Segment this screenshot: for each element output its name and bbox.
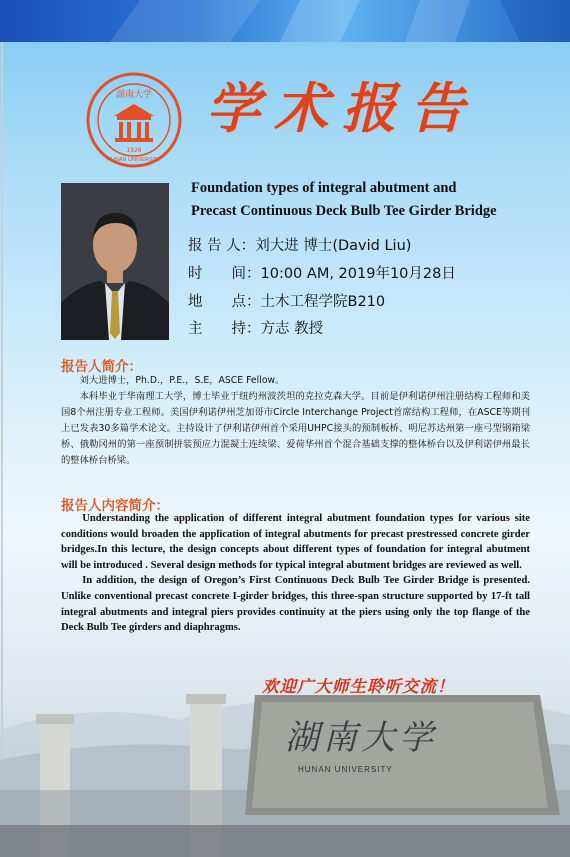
university-seal-logo <box>86 72 182 168</box>
abstract-paragraph-1: Understanding the application of different integral abutment foundation types for various site conditions would broaden the application of integral abutments for precast prestressed concrete girder bridges.In this lecture, the design concepts about different types of foundation for integral abutment will be introduced . Several design methods for typical integral abutment bridges are reviewed as well. <box>61 513 530 571</box>
bio-text <box>61 373 530 469</box>
welcome-slogan: 欢迎广大师生聆听交流！ <box>262 677 455 696</box>
place-info: 地 点：土木工程学院B210 <box>188 294 386 310</box>
speaker-portrait <box>61 183 169 340</box>
talk-title-line1: Foundation types of integral abutment and <box>191 180 457 196</box>
time-info: 时 间：10:00 AM, 2019年10月28日 <box>188 266 456 282</box>
bio-paragraph-1: 刘大进博士，Ph.D.，P.E.，S.E，ASCE Fellow。 <box>79 375 285 386</box>
abstract-paragraph-2: In addition, the design of Oregon’s First Continuous Deck Bulb Tee Girder Bridge is presented. Unlike conventional precast concrete I-girder bridges, this three-span structure supported by 17-ft tall integral abutments and integral piers provides continuity at the piers using only the top flange of the Deck Bulb Tee girders and diaphragms. <box>61 575 530 634</box>
seal-year: 1926 <box>126 147 142 154</box>
abstract-text <box>61 511 530 636</box>
speaker-photo <box>61 183 169 340</box>
bio-paragraph-2: 本科毕业于华南理工大学，博士毕业于纽约州波茨坦的克拉克森大学。目前是伊利诺伊州注册结构工程师和美国8个州注册专业工程师。美国伊利诺伊州芝加哥市Circle Interchange Project首席结构工程师，在ASCE等期刊上已发表30多篇学术论文。主持设计了伊利诺伊州首个采用UHPC接头的预制板桥、明尼苏达州第一座弓型钢箱梁桥、俄勒冈州的第一座预制拼装预应力混凝土连续梁、爱荷华州首个混合基础支撑的整体桥台以及伊利诺伊州最长的整体桥台桥梁。 <box>61 391 530 466</box>
banner-decoration <box>0 0 570 42</box>
seal-text-top: 湖南大学 <box>115 90 153 100</box>
stone-inscription-en: HUNAN UNIVERSITY <box>298 765 393 774</box>
seal-text-bottom: HUNAN UNIVERSITY <box>106 157 162 163</box>
speaker-info: 报 告 人：刘大进 博士(David Liu) <box>188 238 412 254</box>
page-title: 学术报告 <box>206 76 478 140</box>
bio-heading: 报告人简介： <box>61 359 142 375</box>
abstract-heading: 报告人内容简介： <box>61 498 169 514</box>
host-info: 主 持：方志 教授 <box>188 321 324 337</box>
stone-inscription: 湖南大学 <box>285 718 437 758</box>
talk-title-line2: Precast Continuous Deck Bulb Tee Girder Bridge <box>191 203 497 219</box>
talk-title <box>191 177 497 223</box>
